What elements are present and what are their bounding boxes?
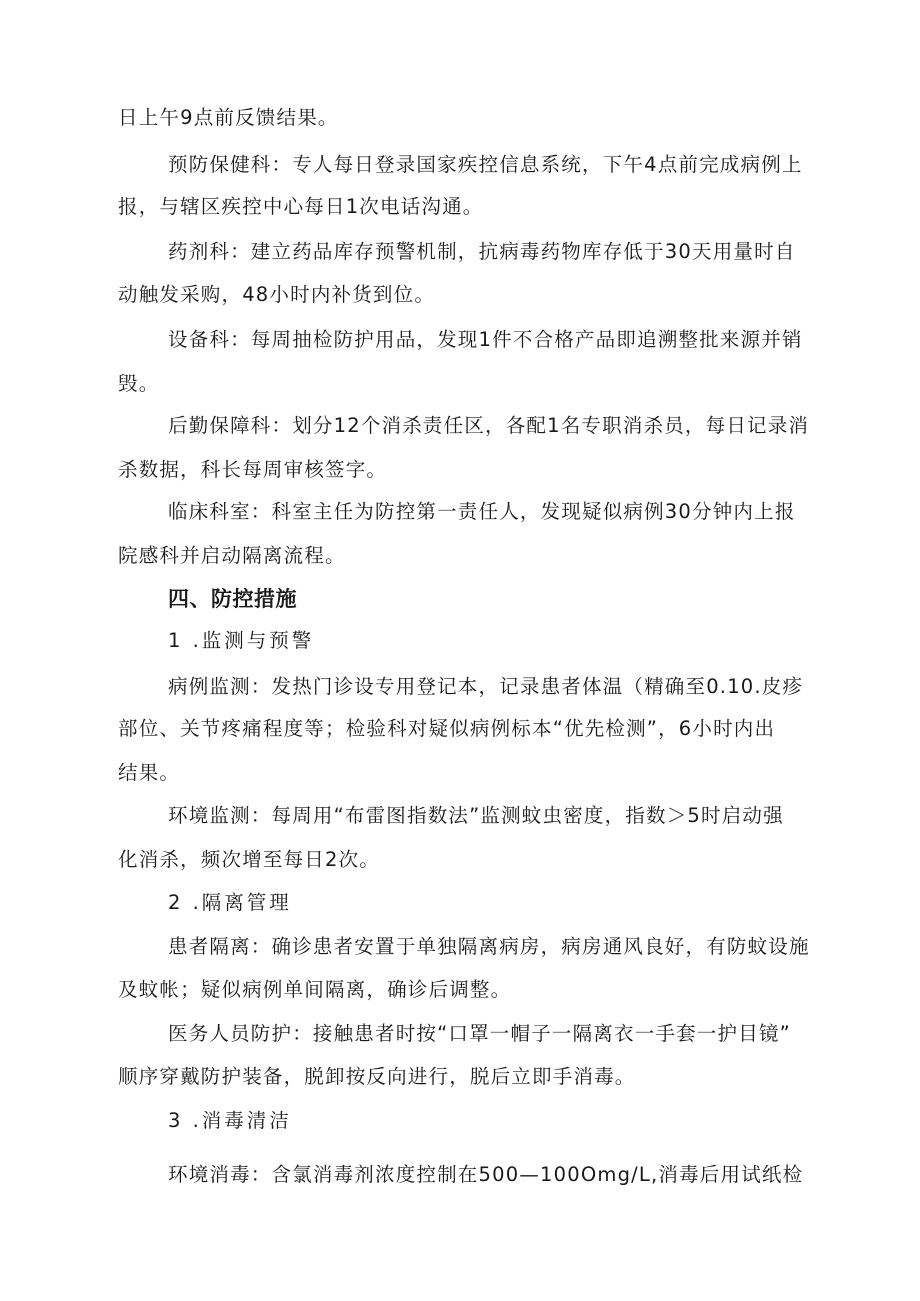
text-line: 患者隔离：确诊患者安置于单独隔离病房，病房通风良好，有防蚊设施 [168,935,810,958]
text-line: 院感科并启动隔离流程。 [118,544,346,567]
text-line: 及蚊帐；疑似病例单间隔离，确诊后调整。 [118,978,512,1001]
text-line: 部位、关节疼痛程度等；检验科对疑似病例标本“优先检测”，6小时内出 [118,717,776,740]
text-line: 设备科：每周抽检防护用品，发现1件不合格产品即追溯整批来源并销 [168,328,803,351]
text-line: 医务人员防护：接触患者时按“口罩一帽子一隔离衣一手套一护目镜” [168,1022,791,1045]
section-heading: 四、防控措施 [168,587,297,611]
text-line: 临床科室：科室主任为防控第一责任人，发现疑似病例30分钟内上报 [168,500,796,523]
text-line: 药剂科：建立药品库存预警机制，抗病毒药物库存低于30天用量时自 [168,240,796,263]
text-line: 毁。 [118,372,160,395]
subsection-heading: 1 .监测与预警 [168,629,315,652]
text-line: 结果。 [118,761,181,784]
text-line: 顺序穿戴防护装备，脱卸按反向进行，脱后立即手消毒。 [118,1065,636,1088]
text-line: 报，与辖区疾控中心每日1次电话沟通。 [118,195,484,218]
text-line: 环境消毒：含氯消毒剂浓度控制在500—100Omg/L,消毒后用试纸检 [168,1163,804,1186]
text-line: 病例监测：发热门诊设专用登记本，记录患者体温（精确至0.10.皮疹 [168,675,804,698]
text-line: 日上午9点前反馈结果。 [118,106,339,129]
text-line: 预防保健科：专人每日登录国家疾控信息系统，下午4点前完成病例上 [168,153,803,176]
text-line: 后勤保障科：划分12个消杀责任区，各配1名专职消杀员，每日记录消 [168,414,810,437]
text-line: 动触发采购，48小时内补货到位。 [118,283,436,306]
subsection-heading: 3 .消毒清洁 [168,1109,292,1132]
text-line: 化消杀，频次增至每日2次。 [118,848,381,871]
text-line: 环境监测：每周用“布雷图指数法”监测蚊虫密度，指数＞5时启动强 [168,804,784,827]
text-line: 杀数据，科长每周审核签字。 [118,458,388,481]
subsection-heading: 2 .隔离管理 [168,891,292,914]
